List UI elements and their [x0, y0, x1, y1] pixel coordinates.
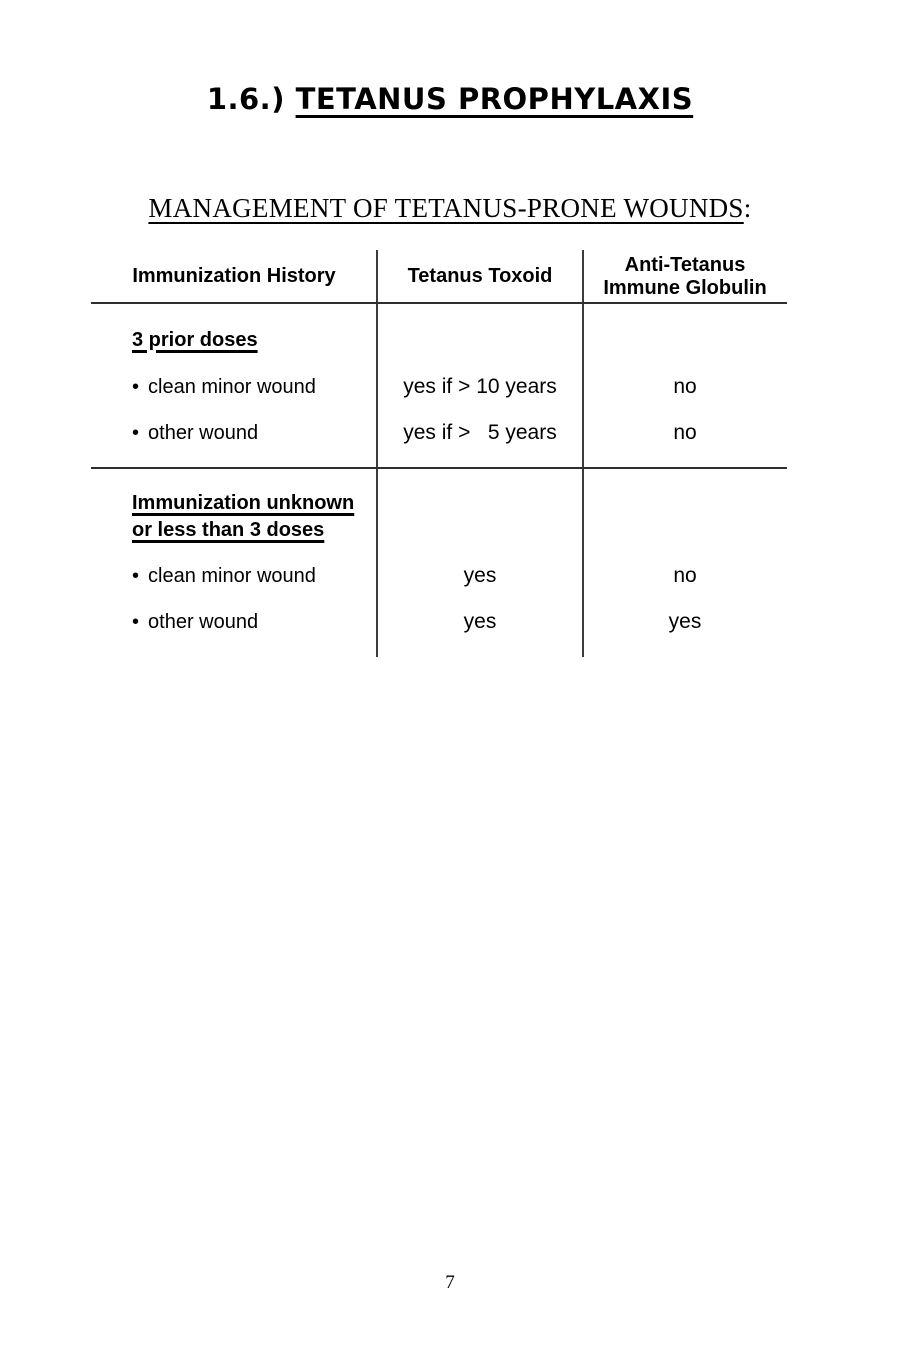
cell-tetanus-toxoid: yes [463, 564, 497, 587]
row-label [91, 376, 377, 399]
bullet-icon: • [132, 564, 140, 587]
caption-text: MANAGEMENT OF TETANUS-PRONE WOUNDS [148, 193, 744, 223]
row-label [91, 611, 377, 634]
table-row [91, 418, 787, 448]
table-row [91, 561, 787, 591]
table-caption [0, 193, 900, 224]
row-label [91, 422, 377, 445]
section-rule [91, 467, 787, 469]
cell-tetanus-toxoid: yes if > 5 years [403, 421, 557, 444]
row-label [91, 565, 377, 588]
column-divider-2 [582, 250, 584, 657]
table-header-row [91, 250, 787, 303]
header-immune-globulin-line1: Anti-Tetanus [624, 253, 746, 276]
row-label-text: other wound [148, 610, 259, 633]
header-tetanus-toxoid: Tetanus Toxoid [407, 265, 553, 287]
cell-immune-globulin: no [673, 421, 697, 444]
row-label-text: other wound [148, 421, 259, 444]
column-divider-1 [376, 250, 378, 657]
bullet-icon: • [132, 421, 140, 444]
section-heading-text-line1: Immunization unknown [132, 492, 355, 514]
title-text: TETANUS PROPHYLAXIS [295, 82, 694, 116]
cell-immune-globulin: no [673, 375, 697, 398]
section-number: 1.6.) [206, 82, 285, 116]
bullet-icon: • [132, 610, 140, 633]
cell-immune-globulin: no [673, 564, 697, 587]
row-label-text: clean minor wound [148, 564, 316, 587]
bullet-icon: • [132, 375, 140, 398]
cell-immune-globulin: yes [668, 610, 702, 633]
section-heading-text: 3 prior doses [132, 328, 258, 351]
table-row [91, 607, 787, 637]
section-heading-unknown [91, 490, 787, 544]
cell-tetanus-toxoid: yes if > 10 years [403, 375, 557, 398]
header-immune-globulin [583, 254, 787, 300]
page-title [0, 82, 900, 116]
page-number: 7 [445, 1272, 455, 1293]
section-heading-prior-doses [91, 325, 787, 355]
cell-tetanus-toxoid: yes [463, 610, 497, 633]
header-immune-globulin-line2: Immune Globulin [603, 276, 767, 299]
table-row [91, 372, 787, 402]
tetanus-management-table [91, 250, 787, 657]
row-label-text: clean minor wound [148, 375, 316, 398]
header-immunization-history: Immunization History [132, 265, 336, 287]
caption-colon: : [743, 193, 752, 223]
section-heading-text-line2: or less than 3 doses [132, 519, 325, 541]
